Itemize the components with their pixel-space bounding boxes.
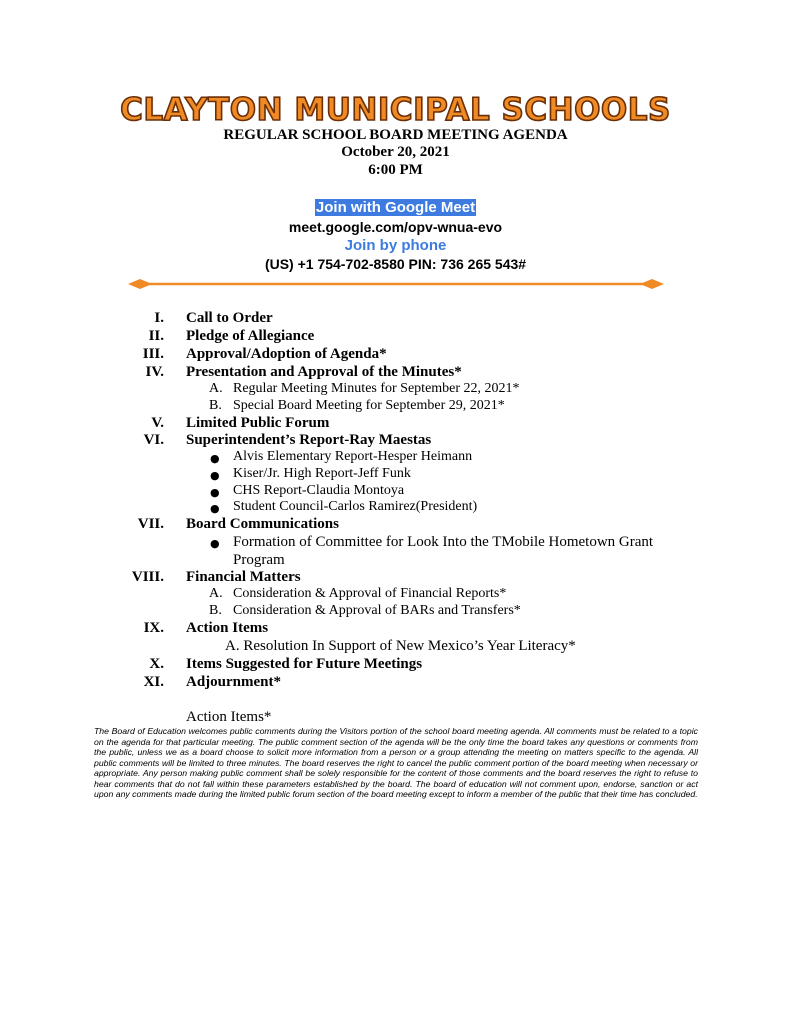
item-number: VI. xyxy=(143,432,164,448)
report-bullet: Kiser/Jr. High Report-Jeff Funk xyxy=(233,466,411,481)
agenda-item-public-forum: Limited Public Forum xyxy=(186,415,330,431)
agenda-item-board-communications: Board Communications xyxy=(186,516,339,532)
agenda-item-action-items: Action Items xyxy=(186,620,269,636)
item-number: IV. xyxy=(145,364,164,380)
bullet-icon: ● xyxy=(210,537,220,550)
item-number: X. xyxy=(149,656,164,672)
meet-url[interactable]: meet.google.com/opv-wnua-evo xyxy=(288,219,503,235)
sub-item-letter: B. xyxy=(209,603,222,618)
item-number: II. xyxy=(148,328,164,344)
sub-item-literacy-resolution: A. Resolution In Support of New Mexico’s Year Literacy* xyxy=(225,638,576,654)
sub-item-letter: A. xyxy=(209,586,223,601)
agenda-item-minutes: Presentation and Approval of the Minutes* xyxy=(186,364,462,380)
item-number: XI. xyxy=(143,674,164,690)
item-number: III. xyxy=(142,346,164,362)
google-meet-link[interactable]: Join with Google Meet xyxy=(315,199,476,216)
committee-bullet-line1: Formation of Committee for Look Into the TMobile Hometown Grant xyxy=(233,534,654,550)
bullet-icon: ● xyxy=(210,486,220,499)
sub-item-letter: B. xyxy=(209,398,222,413)
report-bullet: Student Council-Carlos Ramirez(President) xyxy=(233,499,478,514)
google-meet-link-row xyxy=(0,199,791,216)
agenda-item-approval-agenda: Approval/Adoption of Agenda* xyxy=(186,346,387,362)
committee-bullet-line2: Program xyxy=(233,552,285,568)
meeting-time: 6:00 PM xyxy=(368,162,423,178)
sub-item-regular-minutes: Regular Meeting Minutes for September 22, 2021* xyxy=(233,381,520,396)
bullet-icon: ● xyxy=(210,452,220,465)
item-number: I. xyxy=(154,310,164,326)
document-title: CLAYTON MUNICIPAL SCHOOLS xyxy=(120,92,671,128)
phone-number: (US) +1 754-702-8580 PIN: 736 265 543# xyxy=(264,256,527,272)
agenda-item-call-to-order: Call to Order xyxy=(186,310,273,326)
sub-item-special-minutes: Special Board Meeting for September 29, 2021* xyxy=(233,398,505,413)
sub-item-financial-reports: Consideration & Approval of Financial Reports* xyxy=(233,586,507,601)
item-number: IX. xyxy=(143,620,164,636)
agenda-item-future-meetings: Items Suggested for Future Meetings xyxy=(186,656,423,672)
action-items-footnote-label: Action Items* xyxy=(186,709,272,725)
report-bullet: CHS Report-Claudia Montoya xyxy=(233,483,405,498)
decorative-divider xyxy=(128,276,664,292)
agenda-item-adjournment: Adjournment* xyxy=(186,674,282,690)
meeting-subtitle: REGULAR SCHOOL BOARD MEETING AGENDA xyxy=(223,127,568,143)
item-number: V. xyxy=(151,415,164,431)
bullet-icon: ● xyxy=(210,502,220,515)
agenda-item-pledge: Pledge of Allegiance xyxy=(186,328,315,344)
bullet-icon: ● xyxy=(210,469,220,482)
public-comment-notice: The Board of Education welcomes public comments during the Visitors portion of the school board meeting agenda. All comments must be related to a topic on the agenda for that particular meeting. The public comment section of the agenda will be the only time the board takes any questions or comments from the public, unless we as a board choose to solicit more information from a person or a group attending the meeting on matters specific to the agenda. All public comments will be limited to three minutes. The board reserves the right to cancel the public comment portion of the board meeting when necessary or appropriate. Any person making public comment shall be solely responsible for the content of those comments and the board reserves the right to refuse to hear comments that do not fall within these parameters established by the board. The board of education will not comment upon, endorse, sanction or act upon any comments made during the limited public forum section of the board meeting except to inform a member of the public that their time has concluded. xyxy=(94,726,698,799)
sub-item-bars-transfers: Consideration & Approval of BARs and Transfers* xyxy=(233,603,521,618)
agenda-item-superintendent-report: Superintendent’s Report-Ray Maestas xyxy=(186,432,432,448)
agenda-item-financial-matters: Financial Matters xyxy=(186,569,301,585)
join-by-phone-link[interactable]: Join by phone xyxy=(344,237,447,254)
item-number: VII. xyxy=(137,516,164,532)
item-number: VIII. xyxy=(131,569,164,585)
sub-item-letter: A. xyxy=(209,381,223,396)
report-bullet: Alvis Elementary Report-Hesper Heimann xyxy=(233,449,473,464)
meeting-date: October 20, 2021 xyxy=(341,144,450,160)
